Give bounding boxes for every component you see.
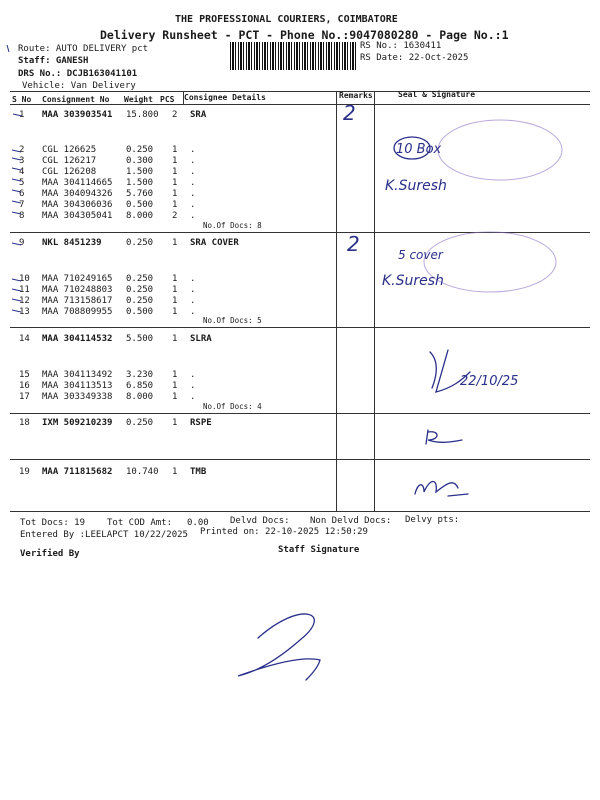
row-consignee: . [190,156,196,166]
table-top-rule [10,91,590,92]
row-pcs: 1 [172,156,178,166]
row-consignee: TMB [190,467,207,477]
delvy-pts: Delvy pts: [405,515,460,525]
row-pcs: 1 [172,238,178,248]
row-pcs: 1 [172,307,178,317]
row-sno: 12 [19,296,30,306]
col-sno: S No [12,95,32,104]
row-sno: 19 [19,467,30,477]
drs-number: DRS No.: DCJB163041101 [18,69,138,79]
row-weight: 5.760 [126,189,154,199]
row-consignment: MAA 304114665 [42,178,113,188]
row-sno: 3 [19,156,25,166]
row-consignee: . [190,285,196,295]
row-consignment: MAA 303349338 [42,392,113,402]
row-sno: 8 [19,211,25,221]
row-consignee: RSPE [190,418,212,428]
row-pcs: 1 [172,467,178,477]
col-pcs: PCS [160,95,175,104]
row-consignment: IXM 509210239 [42,418,113,428]
row-weight: 8.000 [126,392,154,402]
row-sno: 17 [19,392,30,402]
row-consignment: CGL 126625 [42,145,97,155]
row-consignee: . [190,178,196,188]
row-consignment: CGL 126217 [42,156,97,166]
row-pcs: 1 [172,418,178,428]
row-weight: 5.500 [126,334,154,344]
row-consignment: MAA 708809955 [42,307,113,317]
row-weight: 1.500 [126,178,154,188]
row-sno: 2 [19,145,25,155]
row-weight: 0.500 [126,200,154,210]
vline-remarks-left [336,91,337,511]
row-consignment: MAA 710248803 [42,285,113,295]
barcode [230,42,356,70]
tot-docs: Tot Docs: 19 [20,518,86,528]
row-weight: 1.500 [126,167,154,177]
signature-k-suresh-1: K.Suresh [385,178,447,194]
company-title: THE PROFESSIONAL COURIERS, COIMBATORE [175,14,398,25]
group-rule-2 [10,327,590,328]
tot-cod-value: 0.00 [187,518,209,528]
row-consignee: SRA COVER [190,238,239,248]
row-consignment: MAA 303903541 [42,110,113,120]
header-bottom-rule [10,104,590,105]
remark-1: 2 [343,101,356,125]
row-consignee: . [190,370,196,380]
staff-signature-label: Staff Signature [278,545,360,555]
receipt-stamp-2 [424,232,556,292]
circle-10-box [394,137,430,159]
row-consignee: . [190,145,196,155]
signature-tmb [415,482,468,497]
row-sno: 4 [19,167,25,177]
row-consignment: MAA 710249165 [42,274,113,284]
staff-label: Staff: GANESH [18,56,89,66]
row-consignee: . [190,211,196,221]
row-sno: 9 [19,238,25,248]
group-rule-1 [10,232,590,233]
row-consignee: . [190,296,196,306]
row-pcs: 1 [172,370,178,380]
note-10-box: 10 Box [396,142,442,157]
row-sno: 5 [19,178,25,188]
delvd-docs: Delvd Docs: [230,516,290,526]
row-sno: 11 [19,285,30,295]
row-consignment: MAA 304113492 [42,370,113,380]
row-pcs: 1 [172,145,178,155]
row-consignee: . [190,307,196,317]
row-sno: 7 [19,200,25,210]
verified-by: Verified By [20,549,80,559]
row-weight: 10.740 [126,467,159,477]
rs-date: RS Date: 22-Oct-2025 [360,53,469,63]
remark-2: 2 [347,232,360,256]
rs-number: RS No.: 1630411 [360,41,442,51]
vline-remarks-right [374,91,375,511]
row-sno: 6 [19,189,25,199]
row-consignment: MAA 711815682 [42,467,113,477]
row-weight: 0.500 [126,307,154,317]
signature-rspe [426,430,462,444]
row-pcs: 1 [172,274,178,284]
row-consignment: MAA 304306036 [42,200,113,210]
note-5-cover: 5 cover [398,248,443,262]
row-pcs: 1 [172,285,178,295]
row-weight: 0.250 [126,238,154,248]
row-sno: 14 [19,334,30,344]
vline-consignee-left [183,91,184,105]
group-docs-3: No.Of Docs: 4 [203,402,262,411]
row-weight: 3.230 [126,370,154,380]
col-consignee: Consignee Details [184,93,266,102]
date-note: 22/10/25 [460,374,519,389]
row-pcs: 1 [172,178,178,188]
tot-cod-label: Tot COD Amt: [107,518,173,528]
row-weight: 0.250 [126,145,154,155]
route-label: Route: AUTO DELIVERY pct [18,44,149,54]
row-weight: 8.000 [126,211,154,221]
receipt-stamp-1 [438,120,562,180]
row-consignee: . [190,392,196,402]
non-delvd-docs: Non Delvd Docs: [310,516,392,526]
row-consignment: MAA 304094326 [42,189,113,199]
row-sno: 10 [19,274,30,284]
row-consignee: SRA [190,110,207,120]
row-pcs: 1 [172,200,178,210]
signature-slra [430,350,470,392]
row-consignee: SLRA [190,334,212,344]
row-consignee: . [190,381,196,391]
staff-signature [238,614,320,680]
row-consignment: MAA 304305041 [42,211,113,221]
vehicle-label: Vehicle: Van Delivery [22,81,136,91]
col-seal: Seal & Signature [398,90,476,99]
row-weight: 0.250 [126,296,154,306]
row-sno: 16 [19,381,30,391]
row-weight: 0.250 [126,418,154,428]
table-bottom-rule [10,511,590,512]
row-consignee: . [190,200,196,210]
row-pcs: 1 [172,189,178,199]
row-weight: 6.850 [126,381,154,391]
printed-on: Printed on: 22-10-2025 12:50:29 [200,527,368,537]
group-docs-1: No.Of Docs: 8 [203,221,262,230]
row-pcs: 1 [172,296,178,306]
group-docs-2: No.Of Docs: 5 [203,316,262,325]
group-rule-4 [10,459,590,460]
row-consignee: . [190,167,196,177]
runsheet-title: Delivery Runsheet - PCT - Phone No.:9047080280 - Page No.:1 [100,28,509,42]
signature-k-suresh-2: K.Suresh [382,273,444,289]
row-consignment: NKL 8451239 [42,238,102,248]
row-pcs: 1 [172,392,178,402]
row-pcs: 1 [172,167,178,177]
row-weight: 15.800 [126,110,159,120]
row-pcs: 2 [172,211,178,221]
group-rule-3 [10,413,590,414]
col-weight: Weight [124,95,153,104]
row-consignee: . [190,189,196,199]
row-pcs: 1 [172,381,178,391]
row-sno: 15 [19,370,30,380]
row-consignment: MAA 713158617 [42,296,113,306]
col-consignment: Consignment No [42,95,110,104]
row-consignment: MAA 304114532 [42,334,113,344]
row-pcs: 2 [172,110,178,120]
row-consignment: CGL 126208 [42,167,97,177]
col-remarks: Remarks [339,91,373,100]
row-weight: 0.250 [126,285,154,295]
row-consignment: MAA 304113513 [42,381,113,391]
row-weight: 0.250 [126,274,154,284]
row-sno: 1 [19,110,25,120]
entered-by: Entered By :LEELAPCT 10/22/2025 [20,530,188,540]
row-pcs: 1 [172,334,178,344]
row-sno: 18 [19,418,30,428]
row-consignee: . [190,274,196,284]
row-weight: 0.300 [126,156,154,166]
row-sno: 13 [19,307,30,317]
